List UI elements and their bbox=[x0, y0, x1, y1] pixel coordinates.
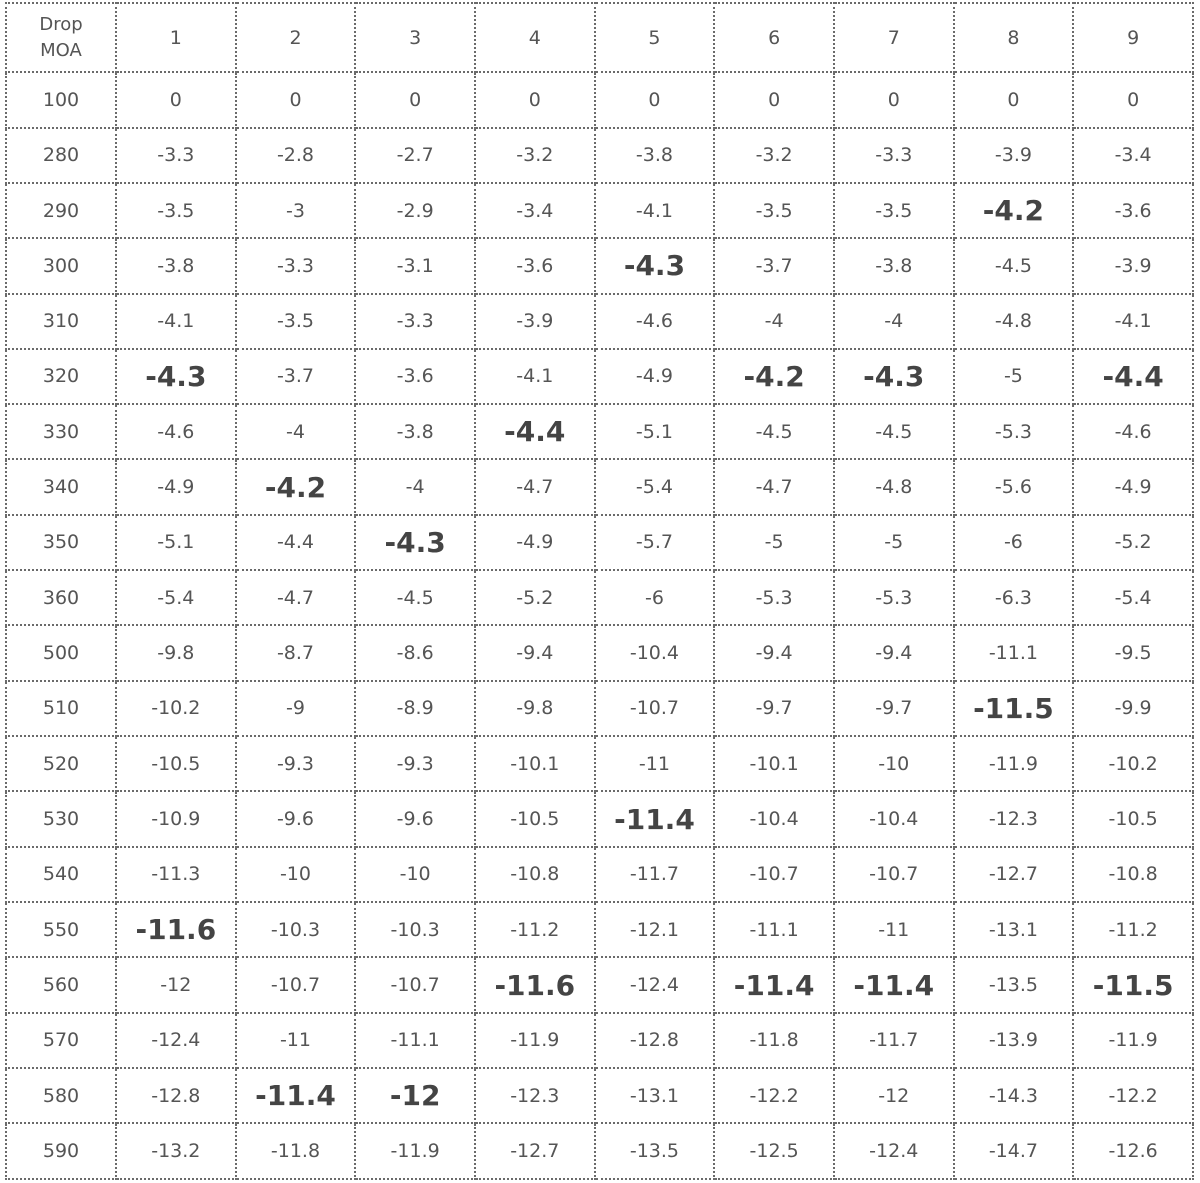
table-row bbox=[6, 902, 1193, 957]
table-cell: -10.5 bbox=[1073, 791, 1193, 846]
table-cell: -4.1 bbox=[1073, 294, 1193, 349]
table-cell: -4.1 bbox=[595, 183, 715, 238]
table-cell: -11.5 bbox=[1073, 957, 1193, 1012]
table-cell: -9.5 bbox=[1073, 625, 1193, 680]
table-cell: -4 bbox=[355, 459, 475, 514]
table-cell: -4.4 bbox=[475, 404, 595, 459]
table-cell: -3.3 bbox=[355, 294, 475, 349]
table-cell: -10.1 bbox=[714, 736, 834, 791]
table-cell: 0 bbox=[236, 72, 356, 127]
table-cell: -4.7 bbox=[714, 459, 834, 514]
table-cell: -5.3 bbox=[834, 570, 954, 625]
table-row bbox=[6, 957, 1193, 1012]
table-cell: -9.7 bbox=[714, 681, 834, 736]
table-cell: -11 bbox=[595, 736, 715, 791]
column-header: 7 bbox=[834, 3, 954, 72]
table-cell: -11.5 bbox=[954, 681, 1074, 736]
table-cell: -4.3 bbox=[834, 349, 954, 404]
header-label-line1: Drop bbox=[39, 13, 83, 35]
table-cell: -10.7 bbox=[355, 957, 475, 1012]
table-row bbox=[6, 1013, 1193, 1068]
table-cell: -3 bbox=[236, 183, 356, 238]
table-cell: 0 bbox=[116, 72, 236, 127]
table-cell: -2.9 bbox=[355, 183, 475, 238]
table-cell: -3.2 bbox=[475, 128, 595, 183]
column-header: 1 bbox=[116, 3, 236, 72]
table-cell: -9.7 bbox=[834, 681, 954, 736]
table-cell: -11.9 bbox=[355, 1123, 475, 1179]
table-cell: -12.2 bbox=[714, 1068, 834, 1123]
table-cell: -6 bbox=[595, 570, 715, 625]
table-cell: -4.6 bbox=[116, 404, 236, 459]
table-cell: -11.6 bbox=[475, 957, 595, 1012]
table-cell: -12.4 bbox=[595, 957, 715, 1012]
table-cell: -5.1 bbox=[116, 515, 236, 570]
table-cell: -11.9 bbox=[1073, 1013, 1193, 1068]
table-cell: -11.8 bbox=[236, 1123, 356, 1179]
table-cell: -10.4 bbox=[714, 791, 834, 846]
table-cell: -11.4 bbox=[714, 957, 834, 1012]
table-cell: -12.3 bbox=[954, 791, 1074, 846]
table-cell: -12.7 bbox=[475, 1123, 595, 1179]
table-cell: -10.9 bbox=[116, 791, 236, 846]
header-row bbox=[6, 3, 1193, 72]
table-cell: -4.4 bbox=[236, 515, 356, 570]
table-cell: -9.4 bbox=[834, 625, 954, 680]
column-header: 6 bbox=[714, 3, 834, 72]
table-cell: -4.5 bbox=[954, 238, 1074, 293]
table-cell: -3.6 bbox=[1073, 183, 1193, 238]
table-cell: -3.8 bbox=[595, 128, 715, 183]
column-header: 2 bbox=[236, 3, 356, 72]
table-cell: -6 bbox=[954, 515, 1074, 570]
table-cell: -10.5 bbox=[116, 736, 236, 791]
table-cell: -11.2 bbox=[1073, 902, 1193, 957]
row-label: 500 bbox=[6, 625, 116, 680]
table-cell: -3.5 bbox=[834, 183, 954, 238]
table-cell: -4.3 bbox=[595, 238, 715, 293]
table-cell: -9.6 bbox=[236, 791, 356, 846]
table-row bbox=[6, 128, 1193, 183]
table-cell: -4.1 bbox=[116, 294, 236, 349]
table-cell: -10.7 bbox=[236, 957, 356, 1012]
table-cell: -5.4 bbox=[1073, 570, 1193, 625]
table-cell: -4.2 bbox=[714, 349, 834, 404]
row-label: 290 bbox=[6, 183, 116, 238]
row-label: 590 bbox=[6, 1123, 116, 1179]
table-row bbox=[6, 570, 1193, 625]
table-cell: -10.7 bbox=[834, 847, 954, 902]
table-cell: -4.3 bbox=[355, 515, 475, 570]
table-cell: -5.2 bbox=[1073, 515, 1193, 570]
row-label: 300 bbox=[6, 238, 116, 293]
table-cell: -11.1 bbox=[714, 902, 834, 957]
table-cell: -10 bbox=[834, 736, 954, 791]
table-cell: -5.2 bbox=[475, 570, 595, 625]
row-label: 510 bbox=[6, 681, 116, 736]
table-cell: -3.3 bbox=[834, 128, 954, 183]
table-cell: -13.5 bbox=[595, 1123, 715, 1179]
table-cell: -9.4 bbox=[714, 625, 834, 680]
table-cell: -14.3 bbox=[954, 1068, 1074, 1123]
table-cell: -3.6 bbox=[475, 238, 595, 293]
table-cell: -5.7 bbox=[595, 515, 715, 570]
table-cell: -3.5 bbox=[116, 183, 236, 238]
table-row bbox=[6, 515, 1193, 570]
table-cell: -4.2 bbox=[236, 459, 356, 514]
table-cell: -10.7 bbox=[595, 681, 715, 736]
table-cell: -11.4 bbox=[236, 1068, 356, 1123]
column-header: 8 bbox=[954, 3, 1074, 72]
table-cell: -11.8 bbox=[714, 1013, 834, 1068]
table-body bbox=[6, 3, 1193, 1179]
row-label: 580 bbox=[6, 1068, 116, 1123]
table-cell: -12.8 bbox=[595, 1013, 715, 1068]
table-cell: -5 bbox=[834, 515, 954, 570]
table-cell: -11.4 bbox=[834, 957, 954, 1012]
table-row bbox=[6, 459, 1193, 514]
table-cell: -12.1 bbox=[595, 902, 715, 957]
table-cell: -10.8 bbox=[1073, 847, 1193, 902]
table-cell: -4.4 bbox=[1073, 349, 1193, 404]
table-cell: -3.3 bbox=[236, 238, 356, 293]
table-cell: -13.9 bbox=[954, 1013, 1074, 1068]
table-row bbox=[6, 72, 1193, 127]
row-label: 350 bbox=[6, 515, 116, 570]
table-cell: -4.5 bbox=[834, 404, 954, 459]
row-label: 360 bbox=[6, 570, 116, 625]
row-label: 570 bbox=[6, 1013, 116, 1068]
table-cell: -12 bbox=[355, 1068, 475, 1123]
table-row bbox=[6, 791, 1193, 846]
table-cell: -4.9 bbox=[475, 515, 595, 570]
table-cell: -4.7 bbox=[236, 570, 356, 625]
table-cell: -4.6 bbox=[595, 294, 715, 349]
table-cell: -5 bbox=[714, 515, 834, 570]
table-cell: -5.3 bbox=[954, 404, 1074, 459]
table-cell: -2.8 bbox=[236, 128, 356, 183]
table-row bbox=[6, 349, 1193, 404]
table-cell: -5.4 bbox=[116, 570, 236, 625]
table-cell: 0 bbox=[475, 72, 595, 127]
table-cell: -4.5 bbox=[714, 404, 834, 459]
column-header: 9 bbox=[1073, 3, 1193, 72]
table-cell: -12.6 bbox=[1073, 1123, 1193, 1179]
table-cell: -3.4 bbox=[1073, 128, 1193, 183]
table-cell: -5.1 bbox=[595, 404, 715, 459]
table-cell: -4 bbox=[236, 404, 356, 459]
table-cell: -9.8 bbox=[116, 625, 236, 680]
table-cell: -3.8 bbox=[355, 404, 475, 459]
table-cell: -12.4 bbox=[116, 1013, 236, 1068]
table-cell: -10.1 bbox=[475, 736, 595, 791]
table-cell: -12.5 bbox=[714, 1123, 834, 1179]
table-cell: 0 bbox=[834, 72, 954, 127]
header-corner-cell bbox=[6, 3, 116, 72]
row-label: 100 bbox=[6, 72, 116, 127]
row-label: 330 bbox=[6, 404, 116, 459]
table-cell: -2.7 bbox=[355, 128, 475, 183]
table-cell: -10.3 bbox=[236, 902, 356, 957]
table-cell: -11.6 bbox=[116, 902, 236, 957]
table-row bbox=[6, 1123, 1193, 1179]
table-cell: -11.3 bbox=[116, 847, 236, 902]
table-cell: -3.8 bbox=[834, 238, 954, 293]
table-cell: -12 bbox=[834, 1068, 954, 1123]
table-cell: -3.4 bbox=[475, 183, 595, 238]
table-row bbox=[6, 736, 1193, 791]
table-row bbox=[6, 847, 1193, 902]
row-label: 280 bbox=[6, 128, 116, 183]
table-cell: -3.7 bbox=[714, 238, 834, 293]
table-cell: -13.2 bbox=[116, 1123, 236, 1179]
table-cell: -11.1 bbox=[954, 625, 1074, 680]
table-cell: -11.2 bbox=[475, 902, 595, 957]
table-cell: -3.1 bbox=[355, 238, 475, 293]
table-cell: -9.3 bbox=[355, 736, 475, 791]
table-cell: -9.9 bbox=[1073, 681, 1193, 736]
row-label: 310 bbox=[6, 294, 116, 349]
table-cell: -10.4 bbox=[595, 625, 715, 680]
table-cell: -4.3 bbox=[116, 349, 236, 404]
table-cell: -4.9 bbox=[1073, 459, 1193, 514]
table-cell: -12 bbox=[116, 957, 236, 1012]
table-cell: -10.2 bbox=[1073, 736, 1193, 791]
table-cell: -4 bbox=[834, 294, 954, 349]
table-cell: -9.4 bbox=[475, 625, 595, 680]
table-cell: -4.6 bbox=[1073, 404, 1193, 459]
table-cell: -13.5 bbox=[954, 957, 1074, 1012]
table-cell: -3.5 bbox=[236, 294, 356, 349]
table-cell: 0 bbox=[1073, 72, 1193, 127]
table-cell: -10.3 bbox=[355, 902, 475, 957]
table-cell: -13.1 bbox=[954, 902, 1074, 957]
table-row bbox=[6, 681, 1193, 736]
table-cell: -12.8 bbox=[116, 1068, 236, 1123]
header-label-line2: MOA bbox=[40, 39, 82, 61]
table-cell: -5 bbox=[954, 349, 1074, 404]
table-row bbox=[6, 625, 1193, 680]
table-row bbox=[6, 294, 1193, 349]
table-cell: -8.9 bbox=[355, 681, 475, 736]
table-cell: -6.3 bbox=[954, 570, 1074, 625]
table-cell: -11.1 bbox=[355, 1013, 475, 1068]
drop-moa-table-container bbox=[5, 2, 1194, 1180]
table-cell: -5.6 bbox=[954, 459, 1074, 514]
table-cell: -10.4 bbox=[834, 791, 954, 846]
row-label: 320 bbox=[6, 349, 116, 404]
row-label: 540 bbox=[6, 847, 116, 902]
table-cell: -11.9 bbox=[475, 1013, 595, 1068]
table-cell: 0 bbox=[355, 72, 475, 127]
table-cell: -5.4 bbox=[595, 459, 715, 514]
table-cell: -3.9 bbox=[954, 128, 1074, 183]
table-cell: -10.7 bbox=[714, 847, 834, 902]
table-cell: -10 bbox=[236, 847, 356, 902]
table-cell: -12.4 bbox=[834, 1123, 954, 1179]
row-label: 560 bbox=[6, 957, 116, 1012]
table-cell: -8.6 bbox=[355, 625, 475, 680]
table-cell: -9.8 bbox=[475, 681, 595, 736]
table-cell: -11.4 bbox=[595, 791, 715, 846]
row-label: 550 bbox=[6, 902, 116, 957]
row-label: 530 bbox=[6, 791, 116, 846]
table-cell: -10.5 bbox=[475, 791, 595, 846]
table-cell: -11 bbox=[834, 902, 954, 957]
table-cell: -12.3 bbox=[475, 1068, 595, 1123]
column-header: 3 bbox=[355, 3, 475, 72]
table-cell: -9.3 bbox=[236, 736, 356, 791]
table-cell: -4.9 bbox=[116, 459, 236, 514]
table-cell: -4.9 bbox=[595, 349, 715, 404]
table-cell: -12.7 bbox=[954, 847, 1074, 902]
table-row bbox=[6, 404, 1193, 459]
table-cell: -11.9 bbox=[954, 736, 1074, 791]
table-cell: 0 bbox=[954, 72, 1074, 127]
drop-moa-table bbox=[5, 2, 1194, 1180]
table-cell: -14.7 bbox=[954, 1123, 1074, 1179]
column-header: 5 bbox=[595, 3, 715, 72]
table-cell: -11.7 bbox=[834, 1013, 954, 1068]
table-cell: -4.7 bbox=[475, 459, 595, 514]
table-cell: -4.8 bbox=[954, 294, 1074, 349]
row-label: 520 bbox=[6, 736, 116, 791]
table-cell: -4.1 bbox=[475, 349, 595, 404]
table-row bbox=[6, 183, 1193, 238]
table-cell: -10.2 bbox=[116, 681, 236, 736]
table-cell: -3.9 bbox=[475, 294, 595, 349]
table-cell: -10.8 bbox=[475, 847, 595, 902]
table-row bbox=[6, 238, 1193, 293]
table-cell: -10 bbox=[355, 847, 475, 902]
table-cell: 0 bbox=[714, 72, 834, 127]
table-cell: -5.3 bbox=[714, 570, 834, 625]
table-cell: -3.5 bbox=[714, 183, 834, 238]
table-cell: -4.2 bbox=[954, 183, 1074, 238]
table-cell: -11 bbox=[236, 1013, 356, 1068]
row-label: 340 bbox=[6, 459, 116, 514]
table-cell: -13.1 bbox=[595, 1068, 715, 1123]
table-cell: 0 bbox=[595, 72, 715, 127]
table-cell: -11.7 bbox=[595, 847, 715, 902]
table-cell: -3.9 bbox=[1073, 238, 1193, 293]
table-row bbox=[6, 1068, 1193, 1123]
table-cell: -3.7 bbox=[236, 349, 356, 404]
table-cell: -4 bbox=[714, 294, 834, 349]
column-header: 4 bbox=[475, 3, 595, 72]
table-cell: -3.8 bbox=[116, 238, 236, 293]
table-cell: -3.3 bbox=[116, 128, 236, 183]
table-cell: -8.7 bbox=[236, 625, 356, 680]
table-cell: -12.2 bbox=[1073, 1068, 1193, 1123]
table-cell: -3.6 bbox=[355, 349, 475, 404]
table-cell: -4.5 bbox=[355, 570, 475, 625]
table-cell: -9.6 bbox=[355, 791, 475, 846]
table-cell: -3.2 bbox=[714, 128, 834, 183]
table-cell: -4.8 bbox=[834, 459, 954, 514]
table-cell: -9 bbox=[236, 681, 356, 736]
